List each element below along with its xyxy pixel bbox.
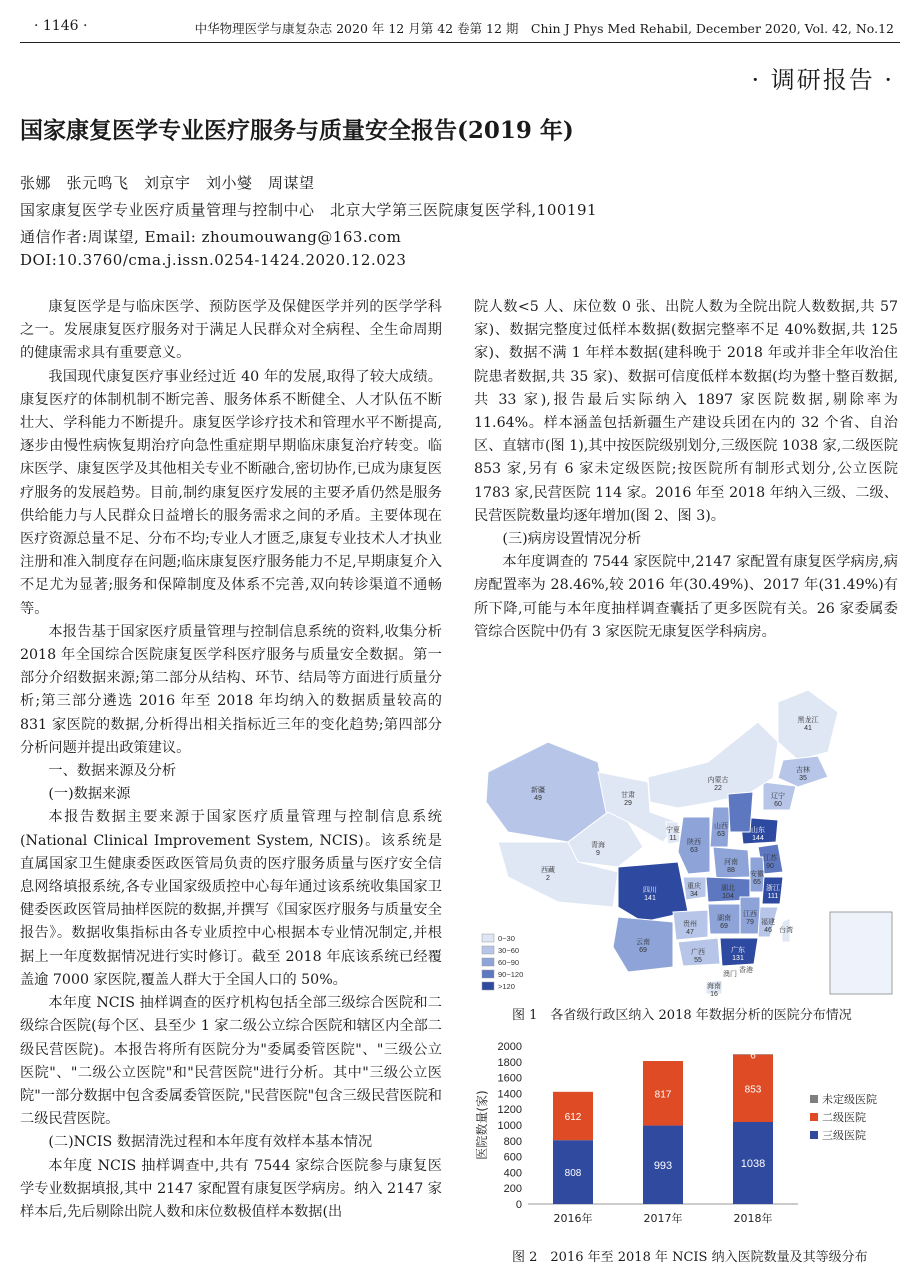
map-label-name: 黑龙江 (797, 717, 819, 724)
bar-data-label: 993 (653, 1159, 673, 1172)
map-label-name: 西藏 (541, 867, 555, 874)
legend-swatch (482, 982, 494, 990)
figure-2-chart (470, 1036, 910, 1240)
map-label-value: 41 (804, 725, 812, 732)
journal-info: 中华物理医学与康复杂志 2020 年 12 月第 42 卷第 12 期 Chin J Phys Med Rehabil, December 2020, Vol. 42, No.12 (194, 21, 894, 36)
chart-legend-label: 未定级医院 (822, 1093, 877, 1106)
legend-swatch (482, 934, 494, 942)
bar-data-label: 612 (564, 1111, 582, 1123)
paragraph: 本年度调查的 7544 家医院中,2147 家配置有康复医学病房,病房配置率为 28.46%,较 2016 年(30.49%)、2017 年(31.49%)有所下降,可能与本年度抽样调查囊括了更多医院有关。26 家委属委管综合医院中仍有 3 家医院无康复医学科病房。 (474, 554, 898, 640)
map-label-value: 63 (717, 831, 725, 838)
y-tick-label: 1000 (497, 1120, 522, 1132)
map-label-name: 云南 (636, 939, 650, 946)
paragraph: 院人数<5 人、床位数 0 张、出院人数为全院出院人数数据,共 57 家)、数据完整度过低样本数据(数据完整率不足 40%数据,共 125 家)、数据不满 1 年样本数据(建科晚于 2018 年或并非全年收治住院患者数据,共 35 家)、数据可信度低样本数据(均为整十整百数据,共 33 家),报告最后实际纳入 1897 家医院数据,剔除率为 11.64%。样本涵盖包括新疆生产建设兵团在内的 32 个省、自治区、直辖市(图 1),其中按医院级别划分,三级医院 1038 家,二级医院 853 家,另有 6 家未定级医院;按医院所有制形式划分,公立医院 1783 家,民营医院 114 家。2016 年至 2018 年纳入三级、二级、民营医院数量均逐年增加(图 2、图 3)。 (474, 299, 898, 524)
subsection-heading: (一)数据来源 (48, 786, 131, 803)
map-label-value: 131 (732, 955, 744, 962)
map-label-value: 60 (774, 801, 782, 808)
paragraph: 我国现代康复医疗事业经过近 40 年的发展,取得了较大成绩。康复医疗的体制机制不断完善、服务体系不断健全、人才队伍不断壮大、学科能力不断提升。康复医学诊疗技术和管理水平不断提高,逐步由慢性病恢复期治疗向急性重症期早期临床康复治疗转变。临床医学、康复医学及其他相关专业不断融合,密切协作,已成为康复医疗服务的发展趋势。目前,制约康复医疗发展的主要矛盾仍然是服务供给能力与人民群众日益增长的服务需求之间的矛盾。主要体现在医疗资源总量不足、分布不均;专业人才匮乏,康复专业技术人才执业注册和准入制度存在问题;临床康复医疗服务能力不足,早期康复介入不足尤为显著;服务和保障制度及体系不完善,双向转诊渠道不通畅等。 (20, 368, 442, 617)
map-label-value: 104 (722, 893, 734, 900)
chart-legend-swatch (810, 1131, 818, 1139)
figure-1-map (478, 682, 898, 1000)
map-label-value: 34 (690, 891, 698, 898)
bar-data-label: 817 (654, 1089, 672, 1101)
y-tick-label: 2000 (497, 1041, 522, 1053)
map-label-name: 重庆 (687, 883, 701, 890)
map-label-name: 辽宁 (771, 793, 785, 800)
y-tick-label: 400 (503, 1167, 522, 1180)
map-label-name: 四川 (643, 887, 657, 894)
right-column (474, 296, 898, 644)
figure-1-caption: 图 1 各省级行政区纳入 2018 年数据分析的医院分布情况 (512, 1008, 852, 1023)
x-tick-label: 2016年 (553, 1212, 593, 1225)
legend-label: 60~90 (498, 958, 520, 967)
bar-data-label: 853 (744, 1084, 762, 1096)
map-label-value: 9 (596, 850, 600, 857)
map-label-name: 浙江 (766, 885, 780, 892)
bar-data-label: 1038 (740, 1157, 766, 1170)
legend-label: 30~60 (498, 946, 520, 955)
y-tick-label: 1400 (497, 1088, 522, 1101)
y-tick-label: 1600 (497, 1072, 522, 1085)
stacked-bar-chart (470, 1036, 910, 1240)
map-label-name: 青海 (591, 842, 605, 849)
map-label-value: 29 (624, 800, 632, 807)
paragraph: 本报告数据主要来源于国家医疗质量管理与控制信息系统(National Clinical Improvement System, NCIS)。该系统是直属国家卫生健康委医政医管局负责的医疗服务质量与医疗安全信息网络填报系统,各专业国家级质控中心每年通过该系统收集国家卫健委医政医管局抽样医院的数据,并撰写《国家医疗服务与质量安全报告》。数据收集指标由各专业质控中心根据本专业情况制定,并根据上一年度数据情况进行实时修订。截至 2018 年底该系统已经覆盖逾 7000 家医院,覆盖人群大于全国人口的 50%。 (20, 809, 442, 988)
south-sea-inset (830, 912, 892, 994)
map-label-name: 广西 (691, 949, 705, 956)
legend-label: 90~120 (498, 970, 524, 979)
paragraph: 康复医学是与临床医学、预防医学及保健医学并列的医学学科之一。发展康复医疗服务对于满足人民群众对全病程、全生命周期的健康需求具有重要意义。 (20, 299, 442, 362)
map-label-name: 山东 (751, 827, 765, 834)
map-label-value: 35 (799, 775, 807, 782)
y-tick-label: 1200 (497, 1104, 522, 1117)
map-label-value: 79 (746, 919, 754, 926)
y-tick-label: 200 (503, 1183, 522, 1196)
chart-legend-label: 三级医院 (822, 1129, 866, 1142)
running-header (20, 16, 900, 43)
map-label-value: 49 (534, 795, 542, 802)
doi: DOI:10.3760/cma.j.issn.0254-1424.2020.12.023 (20, 251, 407, 269)
y-tick-label: 0 (515, 1199, 522, 1211)
section-heading: 一、数据来源及分析 (48, 763, 177, 780)
section-tag: · 调研报告 · (751, 66, 894, 94)
map-label-value: 141 (644, 895, 656, 902)
map-label-value: 65 (753, 879, 761, 886)
x-tick-label: 2017年 (643, 1212, 683, 1225)
legend-swatch (482, 946, 494, 954)
map-label-name: 香港 (739, 967, 753, 974)
map-label-name: 江苏 (763, 855, 777, 862)
map-label-name: 新疆 (531, 787, 545, 794)
map-label-value: 69 (720, 923, 728, 930)
bar-data-label: 808 (564, 1168, 582, 1180)
map-label-value: 69 (639, 947, 647, 954)
map-label-name: 湖南 (717, 915, 731, 922)
map-label-value: 55 (694, 957, 702, 964)
legend-label: 0~30 (498, 934, 515, 943)
map-label-name: 台湾 (779, 927, 793, 934)
map-label-value: 144 (752, 835, 764, 842)
map-label-name: 安徽 (750, 871, 764, 878)
article-title: 国家康复医学专业医疗服务与质量安全报告(2019 年) (20, 117, 574, 144)
paragraph: 本年度 NCIS 抽样调查的医疗机构包括全部三级综合医院和二级综合医院(每个区、县至少 1 家二级公立综合医院和辖区内全部二级民营医院)。本报告将所有医院分为"委属委管医院"、"三级公立医院"、"二级公立医院"和"民营医院"进行分析。其中"三级公立医院"一部分数据中包含委属委管医院,"民营医院"包含三级民营医院和二级民营医院。 (20, 995, 442, 1128)
legend-swatch (482, 970, 494, 978)
map-label-name: 澳门 (723, 971, 737, 978)
y-tick-label: 800 (503, 1135, 522, 1148)
subsection-heading: (三)病房设置情况分析 (502, 531, 642, 548)
map-label-name: 广东 (731, 947, 745, 954)
bar-data-label: 6 (750, 1050, 756, 1062)
paragraph: 本年度 NCIS 抽样调查中,共有 7544 家综合医院参与康复医学专业数据填报,其中 2147 家配置有康复医学病房。纳入 2147 家样本后,先后剔除出院人数和床位数极值样本数据(出 (20, 1157, 442, 1220)
figure-2-caption: 图 2 2016 年至 2018 年 NCIS 纳入医院数量及其等级分布 (512, 1250, 868, 1265)
map-label-name: 吉林 (796, 767, 810, 774)
chart-legend-label: 二级医院 (822, 1111, 866, 1124)
page-number: · 1146 · (34, 18, 88, 34)
map-label-value: 111 (767, 893, 779, 900)
y-axis-label: 医院数量(家) (475, 1090, 489, 1160)
map-label-value: 16 (710, 991, 718, 998)
map-label-name: 河南 (724, 859, 738, 866)
chart-legend-swatch (810, 1113, 818, 1121)
map-label-value: 11 (669, 835, 677, 842)
authors: 张娜 张元鸣飞 刘京宇 刘小燮 周谋望 (20, 174, 315, 192)
map-label-value: 88 (727, 867, 735, 874)
x-tick-label: 2018年 (733, 1212, 773, 1225)
map-label-name: 贵州 (683, 921, 697, 928)
region-hebei (728, 792, 753, 832)
correspondence: 通信作者:周谋望, Email: zhoumouwang@163.com (20, 228, 402, 246)
legend-swatch (482, 958, 494, 966)
chart-legend-swatch (810, 1095, 818, 1103)
map-label-name: 内蒙古 (707, 777, 729, 784)
legend-label: >120 (498, 982, 515, 991)
map-label-value: 22 (714, 785, 722, 792)
map-label-name: 甘肃 (621, 792, 635, 799)
map-label-name: 宁夏 (666, 827, 680, 834)
subsection-heading: (二)NCIS 数据清洗过程和本年度有效样本基本情况 (48, 1134, 373, 1151)
map-label-value: 2 (546, 875, 550, 882)
map-label-name: 山西 (714, 823, 728, 830)
affiliation: 国家康复医学专业医疗质量管理与控制中心 北京大学第三医院康复医学科,100191 (20, 201, 598, 219)
map-label-name: 陕西 (687, 839, 701, 846)
y-tick-label: 600 (503, 1151, 522, 1164)
map-label-name: 福建 (761, 919, 775, 926)
map-label-value: 90 (766, 863, 774, 870)
map-label-value: 63 (690, 847, 698, 854)
region-neimenggu (648, 722, 778, 808)
y-tick-label: 1800 (497, 1056, 522, 1069)
map-label-name: 湖北 (721, 885, 735, 892)
paragraph: 本报告基于国家医疗质量管理与控制信息系统的资料,收集分析 2018 年全国综合医院康复医学科医疗服务与质量安全数据。第一部分介绍数据来源;第二部分从结构、环节、结局等方面进行质量分析;第三部分遴选 2016 年至 2018 年均纳入的数据质量较高的 831 家医院的数据,分析得出相关指标近三年的变化趋势;第四部分分析问题并提出政策建议。 (20, 623, 442, 756)
map-label-name: 江西 (743, 911, 757, 918)
china-map (478, 682, 898, 1000)
map-label-name: 海南 (707, 983, 721, 990)
left-column (20, 296, 442, 1224)
map-label-value: 46 (764, 927, 772, 934)
map-label-value: 47 (686, 929, 694, 936)
